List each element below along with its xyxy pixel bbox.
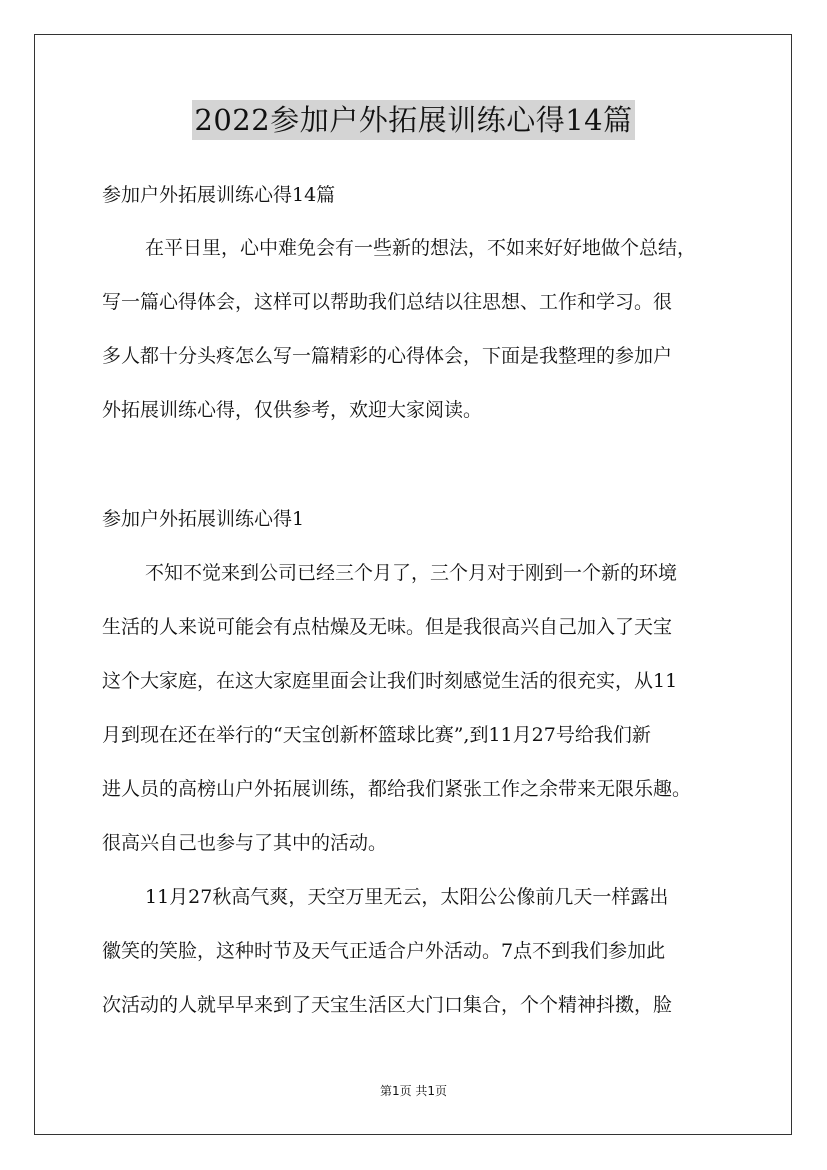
text-line: 这个大家庭，在这大家庭里面会让我们时刻感觉生活的很充实，从11 (102, 670, 678, 692)
text-line: 次活动的人就早早来到了天宝生活区大门口集合，个个精神抖擞，脸 (102, 994, 673, 1016)
text-line: 多人都十分头疼怎么写一篇精彩的心得体会，下面是我整理的参加户 (102, 345, 673, 367)
text-line: 11月27秋高气爽，天空万里无云，太阳公公像前几天一样露出 (145, 886, 669, 908)
text-line: 很高兴自己也参与了其中的活动。 (102, 832, 388, 854)
text-line: 进人员的高榜山户外拓展训练，都给我们紧张工作之余带来无限乐趣。 (102, 778, 692, 800)
text-line: 月到现在还在举行的“天宝创新杯篮球比赛”,到11月27号给我们新 (102, 724, 651, 746)
text-line: 在平日里，心中难免会有一些新的想法，不如来好好地做个总结， (145, 237, 697, 259)
text-line: 生活的人来说可能会有点枯燥及无味。但是我很高兴自己加入了天宝 (102, 616, 673, 638)
text-line: 徽笑的笑脸，这种时节及天气正适合户外活动。7点不到我们参加此 (102, 940, 666, 962)
text-line: 写一篇心得体会，这样可以帮助我们总结以往思想、工作和学习。很 (102, 291, 673, 313)
page-footer: 第1页 共1页 (379, 1084, 448, 1098)
text-line: 外拓展训练心得，仅供参考，欢迎大家阅读。 (102, 399, 483, 421)
text-line: 不知不觉来到公司已经三个月了，三个月对于刚到一个新的环境 (145, 562, 678, 584)
section-heading: 参加户外拓展训练心得1 (102, 508, 305, 530)
title-container (0, 100, 827, 140)
section-heading: 参加户外拓展训练心得14篇 (102, 184, 336, 206)
document-title: 2022参加户外拓展训练心得14篇 (192, 100, 634, 140)
